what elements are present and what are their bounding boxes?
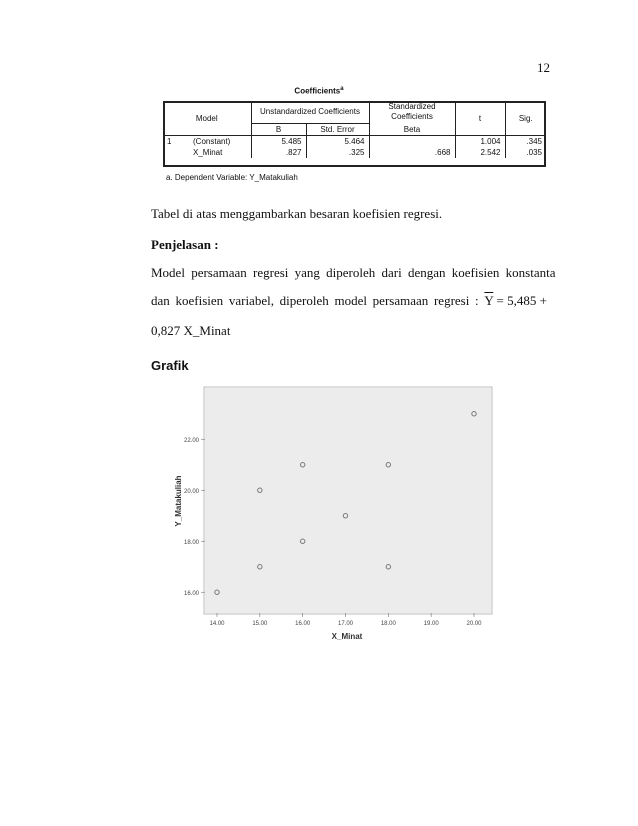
row-std-error: 5.464	[306, 136, 369, 148]
table-title	[0, 86, 638, 96]
x-tick-label: 16.00	[295, 621, 311, 627]
x-tick-label: 15.00	[252, 621, 268, 627]
header-unstandardized: Unstandardized Coefficients	[251, 101, 369, 124]
paragraph-explanation-line-1	[151, 265, 556, 281]
word: model	[334, 293, 367, 308]
x-axis-label: X_Minat	[331, 632, 363, 641]
row-sig: .345	[526, 137, 542, 146]
equation-text: = 5,485 +	[496, 293, 547, 308]
heading-penjelasan: Penjelasan :	[151, 237, 219, 252]
page-number: 12	[537, 60, 550, 75]
scatter-chart	[165, 383, 497, 645]
y-tick-label: 20.00	[183, 488, 199, 495]
x-tick-label: 19.00	[423, 621, 439, 627]
header-sig: Sig.	[505, 101, 546, 136]
row-b: 5.485	[251, 136, 306, 148]
word: koefisien	[175, 293, 224, 308]
header-model: Model	[163, 101, 251, 136]
paragraph-table-description: Tabel di atas menggambarkan besaran koefisien regresi.	[151, 206, 443, 221]
row-model-number: 1	[167, 137, 172, 146]
row-model-number	[163, 147, 189, 158]
y-axis-label: Y_Matakuliah	[174, 475, 183, 527]
x-tick-label: 14.00	[209, 621, 225, 627]
table-title-text: Coefficients	[294, 86, 341, 96]
table-row	[163, 136, 546, 148]
header-b: B	[251, 124, 306, 136]
y-tick-label: 18.00	[183, 539, 199, 546]
table-header-row-1	[163, 101, 546, 124]
plot-area	[205, 388, 491, 613]
coefficients-table	[163, 101, 546, 158]
row-beta	[369, 136, 455, 148]
x-tick-label: 18.00	[380, 621, 396, 627]
header-std-error: Std. Error	[306, 124, 369, 136]
header-standardized: Standardized Coefficients	[369, 101, 455, 124]
x-tick-label: 17.00	[337, 621, 354, 627]
table-title-superscript: a	[340, 86, 344, 92]
header-t: t	[455, 101, 505, 136]
word: persamaan	[372, 293, 429, 308]
x-axis-ticks	[209, 613, 482, 627]
row-name: X_Minat	[189, 147, 251, 158]
y-tick-label: 16.00	[183, 590, 199, 597]
header-beta: Beta	[369, 124, 455, 136]
table-footnote: a. Dependent Variable: Y_Matakuliah	[166, 173, 298, 182]
row-std-error: .325	[306, 147, 369, 158]
y-axis-ticks	[184, 438, 205, 597]
table-row	[163, 147, 546, 158]
row-t: 2.542	[455, 147, 505, 158]
row-t: 1.004	[455, 136, 505, 148]
explanation-line-1-text: Model persamaan regresi yang diperoleh dari dengan koefisien konstanta	[151, 265, 556, 280]
y-hat-symbol: $\overline{Y}$	[484, 293, 494, 308]
y-tick-label: 22.00	[183, 437, 199, 444]
row-b: .827	[251, 147, 306, 158]
row-sig: .035	[526, 148, 542, 157]
heading-grafik: Grafik	[151, 358, 189, 373]
row-name: (Constant)	[189, 136, 251, 148]
paragraph-explanation-line-2	[151, 293, 547, 309]
word: :	[475, 293, 479, 308]
paragraph-explanation-line-3: 0,827 X_Minat	[151, 323, 231, 338]
word: diperoleh	[279, 293, 329, 308]
word: dan	[151, 293, 170, 308]
word: regresi	[433, 293, 470, 308]
x-tick-label: 20.00	[466, 621, 482, 627]
row-beta: .668	[369, 147, 455, 158]
word: variabel,	[228, 293, 274, 308]
equation	[484, 293, 547, 309]
